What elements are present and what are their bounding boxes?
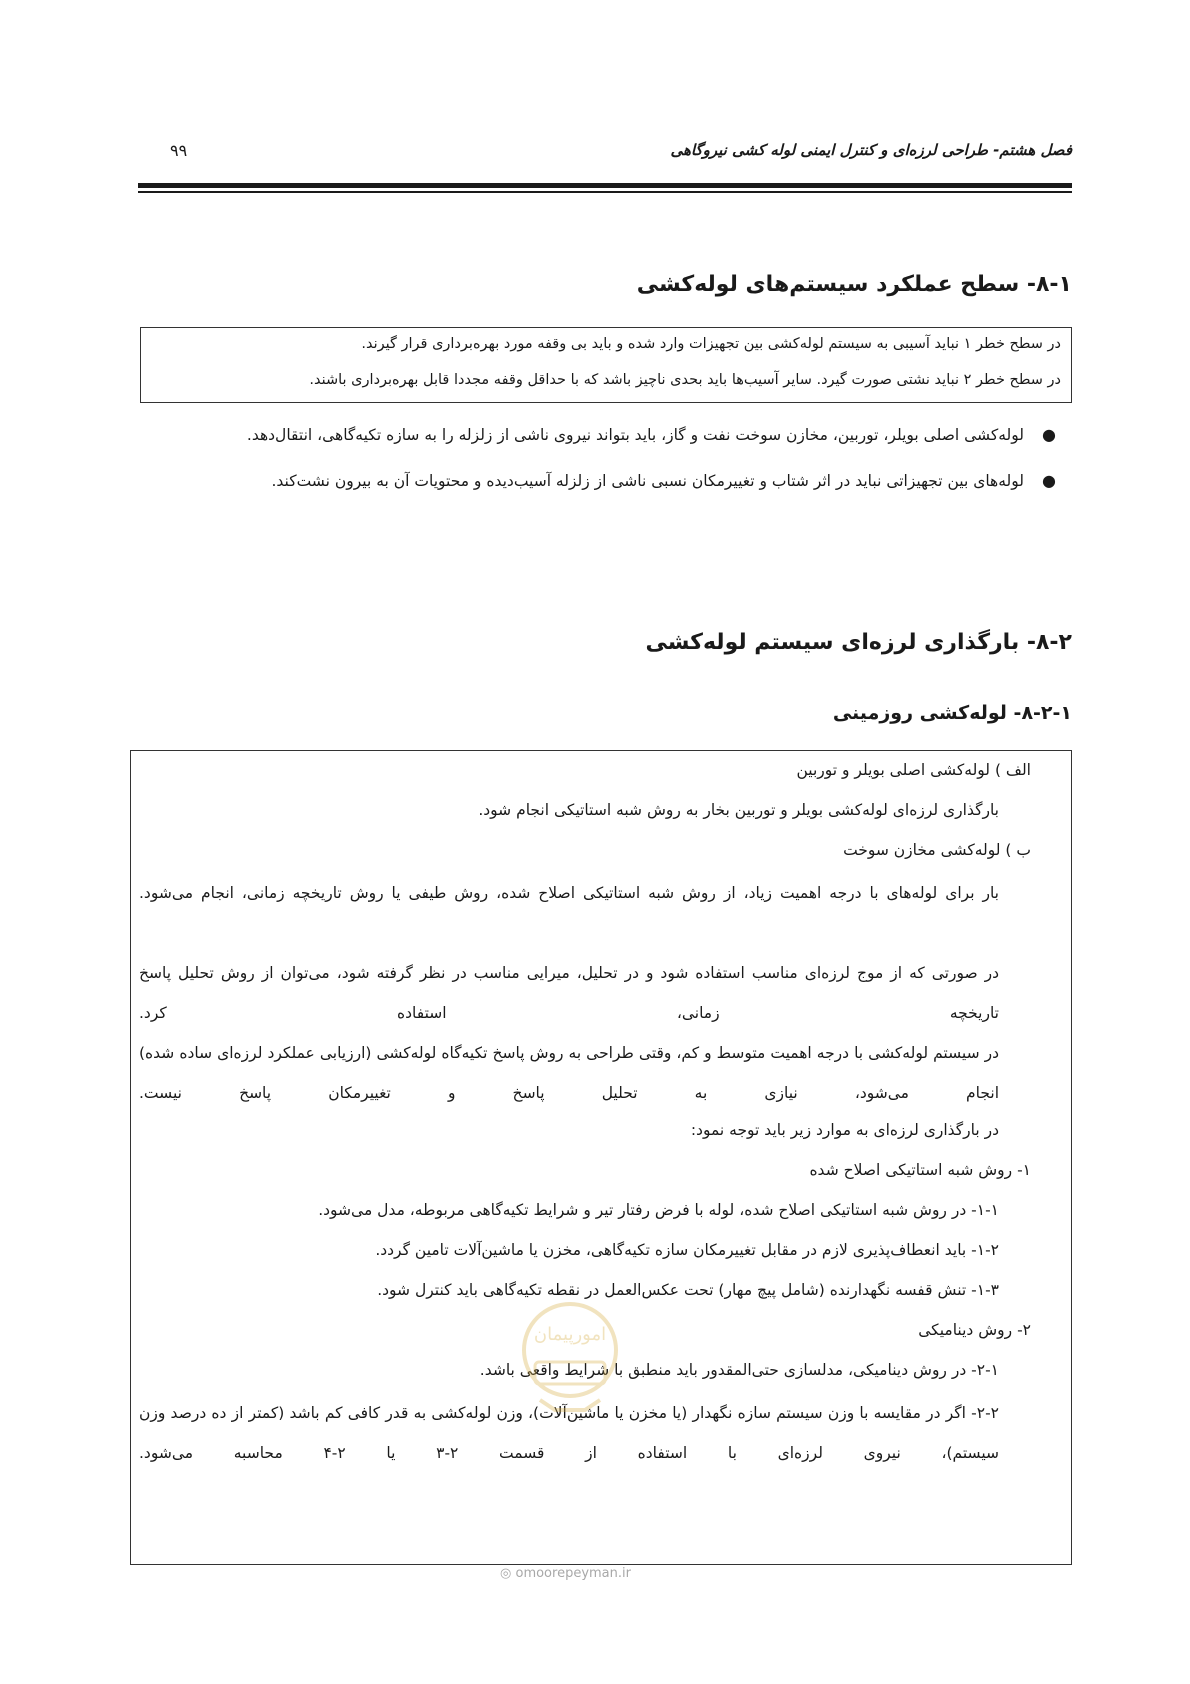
method-1-title: ۱- روش شبه استاتیکی اصلاح شده [809, 1161, 1031, 1179]
paragraph-1: بار برای لوله‌های با درجه اهمیت زیاد، از روش شبه استاتیکی اصلاح شده، روش طیفی یا روش تاریخچه زمانی، انجام می‌شود. [139, 884, 999, 902]
section-heading-8-1: ۸-۱- سطح عملکرد سیستم‌های لوله‌کشی [636, 272, 1072, 297]
page-number: ۹۹ [170, 141, 188, 160]
list-item [140, 461, 1062, 501]
item-a-title: الف ) لوله‌کشی اصلی بویلر و توربین [796, 761, 1031, 779]
watermark-logo [490, 1290, 650, 1440]
section-heading-8-2: ۸-۲- بارگذاری لرزه‌ای سیستم لوله‌کشی [645, 630, 1072, 655]
header-rule-thick [138, 183, 1072, 188]
watermark-site-icon: ◎ [500, 1566, 512, 1581]
method-1-item-2: ۱-۲- باید انعطاف‌پذیری لازم در مقابل تغییرمکان سازه تکیه‌گاهی، مخزن یا ماشین‌آلات تامین گردد. [375, 1241, 999, 1259]
loading-methods-box [130, 750, 1072, 1565]
bullet-icon: ● [1042, 471, 1056, 490]
watermark-site-text: omoorepeyman.ir [515, 1566, 631, 1581]
paragraph-3: در سیستم لوله‌کشی با درجه اهمیت متوسط و کم، وقتی طراحی به روش پاسخ تکیه‌گاه لوله‌کشی (ارزیابی عملکرد لرزه‌ای ساده شده) انجام می‌شود، نیازی به تحلیل پاسخ و تغییرمکان پاسخ نیست. [139, 1044, 999, 1102]
item-a-text: بارگذاری لرزه‌ای لوله‌کشی بویلر و توربین بخار به روش شبه استاتیکی انجام شود. [478, 801, 999, 819]
hazard-level-1-text: در سطح خطر ۱ نباید آسیبی به سیستم لوله‌کشی بین تجهیزات وارد شده و باید بی وقفه مورد بهره‌برداری قرار گیرند. [361, 336, 1061, 352]
subsection-heading-8-2-1: ۸-۲-۱- لوله‌کشی روزمینی [832, 702, 1072, 724]
list-item-text: لوله‌کشی اصلی بویلر، توربین، مخازن سوخت نفت و گاز، باید بتواند نیروی ناشی از زلزله را به سازه تکیه‌گاهی، انتقال‌دهد. [246, 426, 1024, 444]
method-2-item-2: ۲-۲- اگر در مقایسه با وزن سیستم سازه نگهدار (یا مخزن یا ماشین‌آلات)، وزن لوله‌کشی به قدر کافی کم باشد (کمتر از ده درصد وزن سیستم)، نیروی لرزه‌ای با استفاده از قسمت ۲-۳ یا ۲-۴ محاسبه می‌شود. [139, 1404, 1000, 1462]
list-item [140, 415, 1062, 455]
list-item-text: لوله‌های بین تجهیزاتی نباید در اثر شتاب و تغییرمکان نسبی ناشی از زلزله آسیب‌دیده و محتویات آن به بیرون نشت‌کند. [271, 472, 1024, 490]
method-2-item-1: ۲-۱- در روش دینامیکی، مدلسازی حتی‌المقدور باید منطبق با شرایط واقعی باشد. [479, 1361, 999, 1379]
hazard-level-2-text: در سطح خطر ۲ نباید نشتی صورت گیرد. سایر آسیب‌ها باید بحدی ناچیز باشد که با حداقل وقفه مجددا قابل بهره‌برداری باشند. [309, 372, 1061, 388]
paragraph-4: در بارگذاری لرزه‌ای به موارد زیر باید توجه نمود: [690, 1121, 999, 1139]
method-1-item-1: ۱-۱- در روش شبه استاتیکی اصلاح شده، لوله با فرض رفتار تیر و شرایط تکیه‌گاهی مربوطه، مدل می‌شود. [318, 1201, 999, 1219]
item-b-title: ب ) لوله‌کشی مخازن سوخت [843, 841, 1031, 859]
watermark-site [500, 1566, 631, 1581]
watermark-logo-text: امورپیمان [533, 1324, 607, 1345]
page-header [138, 141, 1072, 169]
method-1-item-3: ۱-۳- تنش قفسه نگهدارنده (شامل پیچ مهار) تحت عکس‌العمل در نقطه تکیه‌گاهی باید کنترل شود. [377, 1281, 999, 1299]
bullet-list [140, 415, 1062, 501]
method-2-title: ۲- روش دینامیکی [918, 1321, 1031, 1339]
chapter-title: فصل هشتم- طراحی لرزه‌ای و کنترل ایمنی لوله کشی نیروگاهی [670, 141, 1072, 159]
paragraph-2: در صورتی که از موج لرزه‌ای مناسب استفاده شود و در تحلیل، میرایی مناسب در نظر گرفته شود، می‌توان از روش تحلیل پاسخ تاریخچه زمانی، استفاده کرد. [139, 964, 999, 1022]
hazard-level-box [140, 327, 1072, 403]
bullet-icon: ● [1042, 425, 1056, 444]
header-rule-thin [138, 191, 1072, 193]
